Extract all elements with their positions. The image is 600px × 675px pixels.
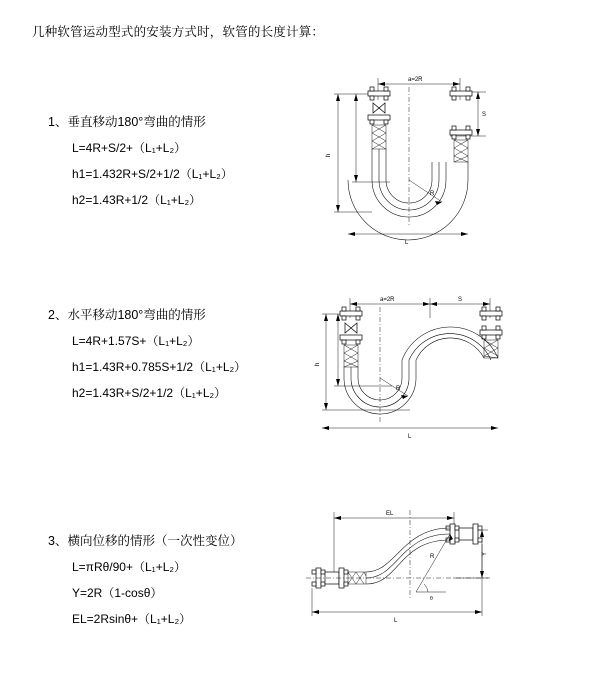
svg-text:θ: θ [430, 596, 433, 602]
svg-text:L: L [394, 618, 398, 624]
svg-text:h: h [326, 153, 332, 157]
svg-text:a=2R: a=2R [408, 77, 423, 83]
svg-text:R: R [430, 191, 435, 197]
section-2-formula-1: L=4R+1.57S+（L₁+L₂） [72, 334, 200, 348]
svg-text:L: L [405, 240, 409, 246]
section-2-formula-2: h1=1.43R+0.785S+1/2（L₁+L₂） [72, 360, 247, 374]
section-3-title: 3、横向位移的情形（一次性变位） [48, 534, 243, 548]
section-3 [48, 531, 242, 627]
section-2-title: 2、水平移动180°弯曲的情形 [48, 308, 206, 322]
section-1-formula-2: h1=1.432R+S/2+1/2（L₁+L₂） [72, 167, 233, 181]
page-title: 几种软管运动型式的安装方式时，软管的长度计算： [32, 25, 325, 39]
section-1-formula-3: h2=1.43R+1/2（L₁+L₂） [72, 193, 202, 207]
svg-text:S: S [482, 112, 487, 118]
section-3-formula-3: EL=2Rsinθ+（L₁+L₂） [72, 612, 192, 626]
figure-horizontal-180-bend [300, 282, 540, 472]
section-1-formula-1: L=4R+S/2+（L₁+L₂） [72, 141, 187, 155]
svg-text:EL: EL [386, 511, 394, 517]
svg-text:a=2R: a=2R [380, 297, 395, 303]
figure-vertical-180-bend [300, 62, 540, 277]
svg-text:L: L [408, 434, 412, 440]
svg-text:R: R [430, 554, 435, 560]
figure-lateral-offset [290, 500, 540, 645]
section-2 [48, 305, 246, 401]
section-3-formula-1: L=πRθ/90+（L₁+L₂） [72, 560, 187, 574]
section-3-formula-2: Y=2R（1-cosθ） [72, 586, 163, 600]
svg-text:h: h [315, 362, 321, 366]
svg-text:Y: Y [482, 551, 488, 556]
section-2-formula-3: h2=1.43R+S/2+1/2（L₁+L₂） [72, 386, 227, 400]
section-1-title: 1、垂直移动180°弯曲的情形 [48, 115, 206, 129]
svg-text:S: S [458, 297, 463, 303]
svg-text:R: R [396, 386, 401, 392]
section-1 [48, 112, 233, 208]
